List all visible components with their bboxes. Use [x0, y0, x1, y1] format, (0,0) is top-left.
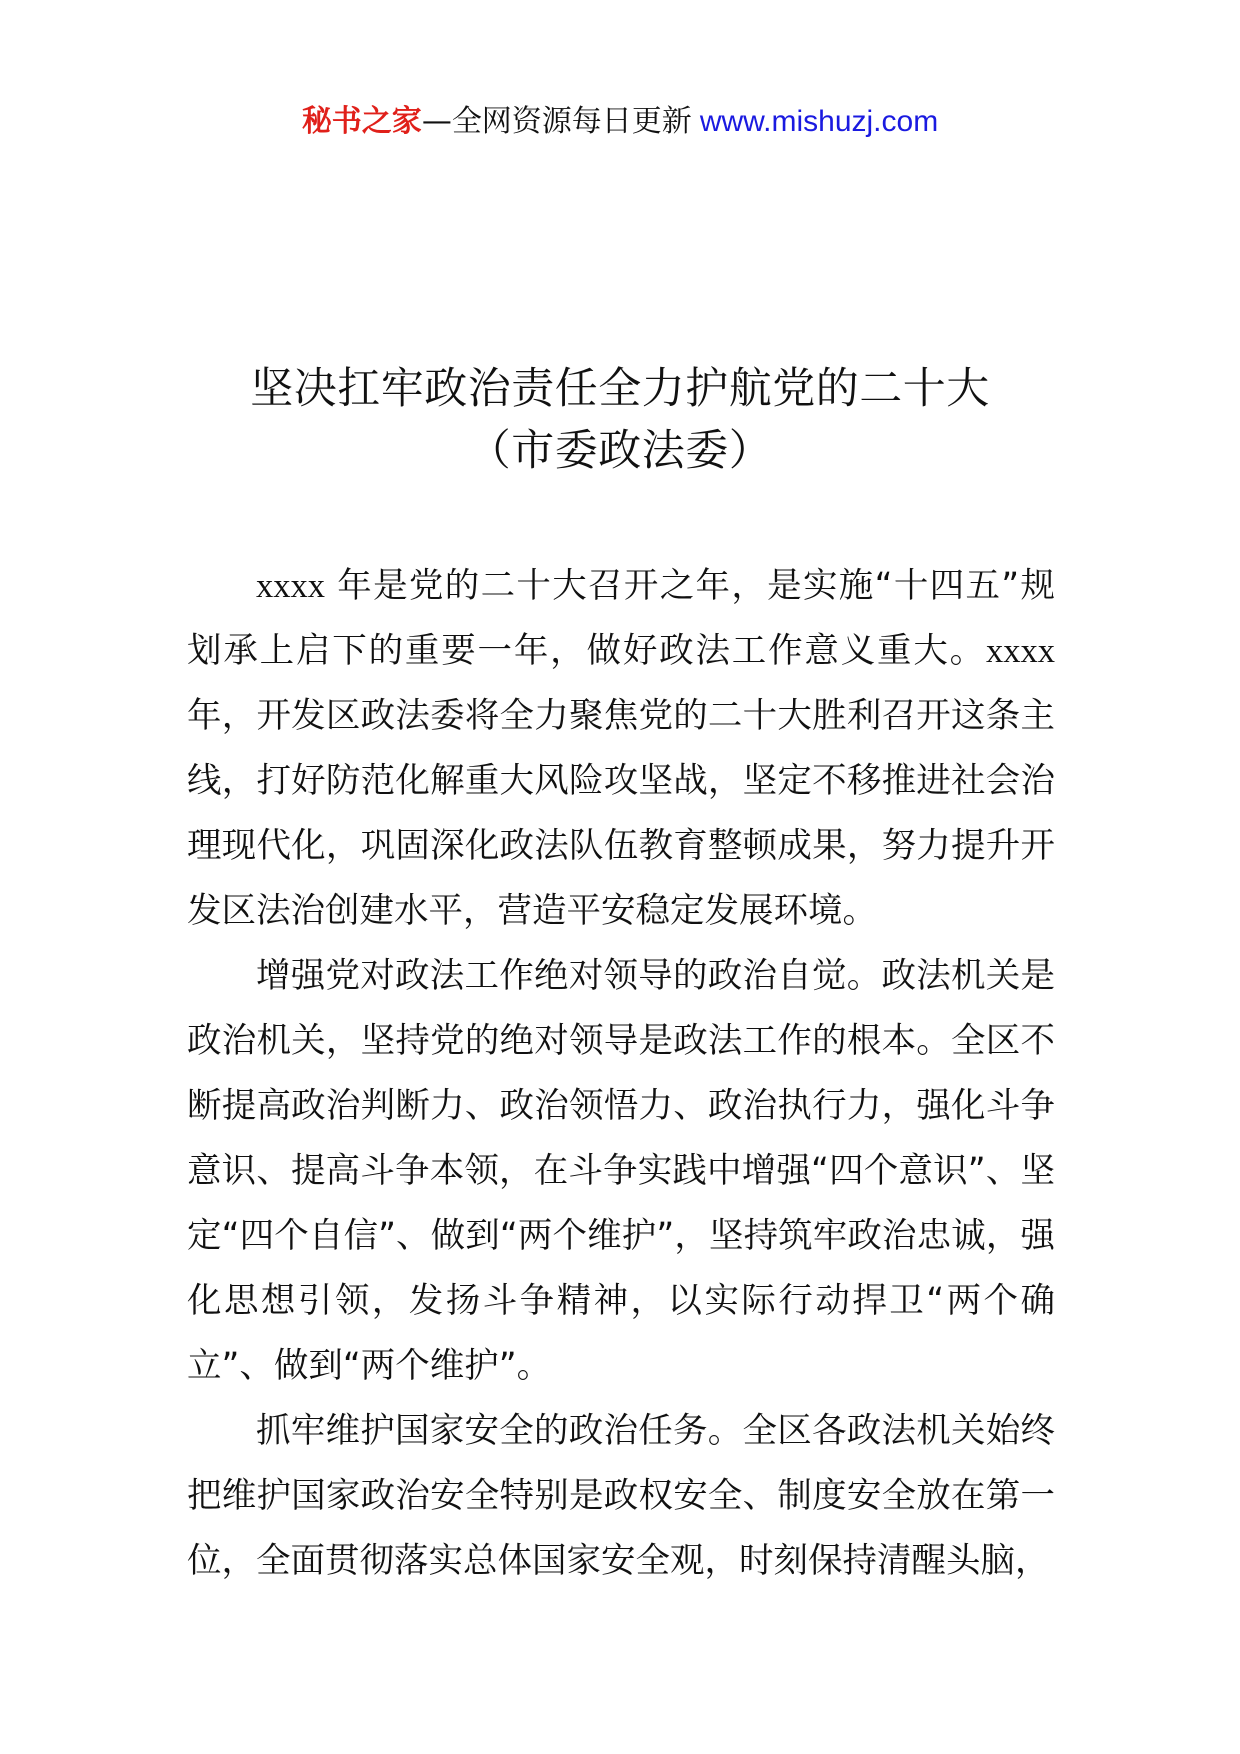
paragraph-national-security: 抓牢维护国家安全的政治任务。全区各政法机关始终把维护国家政治安全特别是政权安全、制度安全放在第一位，全面贯彻落实总体国家安全观，时刻保持清醒头脑，: [187, 1411, 1055, 1581]
paragraph-party-leadership: 增强党对政法工作绝对领导的政治自觉。政法机关是政治机关，坚持党的绝对领导是政法工作的根本。全区不断提高政治判断力、政治领悟力、政治执行力，强化斗争意识、提高斗争本领，在斗争实践中增强“四个意识”、坚定“四个自信”、做到“两个维护”，坚持筑牢政治忠诚，强化思想引领，发扬斗争精神，以实际行动捍卫“两个确立”、做到“两个维护”。: [187, 956, 1055, 1386]
document-title: [0, 358, 1240, 482]
paragraph-text: 年，开发区政法委将全力聚焦党的二十大胜利召开这条主线，打好防范化解重大风险攻坚战，坚定不移推进社会治理现代化，巩固深化政法队伍教育整顿成果，努力提升开发区法治创建水平，营造平安稳定发展环境。: [187, 696, 1055, 931]
year-placeholder: xxxx: [256, 567, 325, 605]
paragraph-text: 年是党的二十大召开之年，是实施“十四五”规划承上启下的重要一年，做好政法工作意义重大。: [187, 566, 1055, 671]
document-body: [187, 554, 1055, 1594]
website-link[interactable]: www.mishuzj.com: [699, 105, 939, 138]
paragraph-intro: [187, 554, 1055, 944]
page-header: [0, 100, 1240, 144]
title-main: 坚决扛牢政治责任全力护航党的二十大: [250, 364, 990, 414]
year-placeholder: xxxx: [986, 632, 1055, 670]
header-tagline: —全网资源每日更新: [421, 104, 692, 139]
title-subtitle: （市委政法委）: [467, 426, 773, 476]
brand-name: 秘书之家: [301, 104, 422, 139]
